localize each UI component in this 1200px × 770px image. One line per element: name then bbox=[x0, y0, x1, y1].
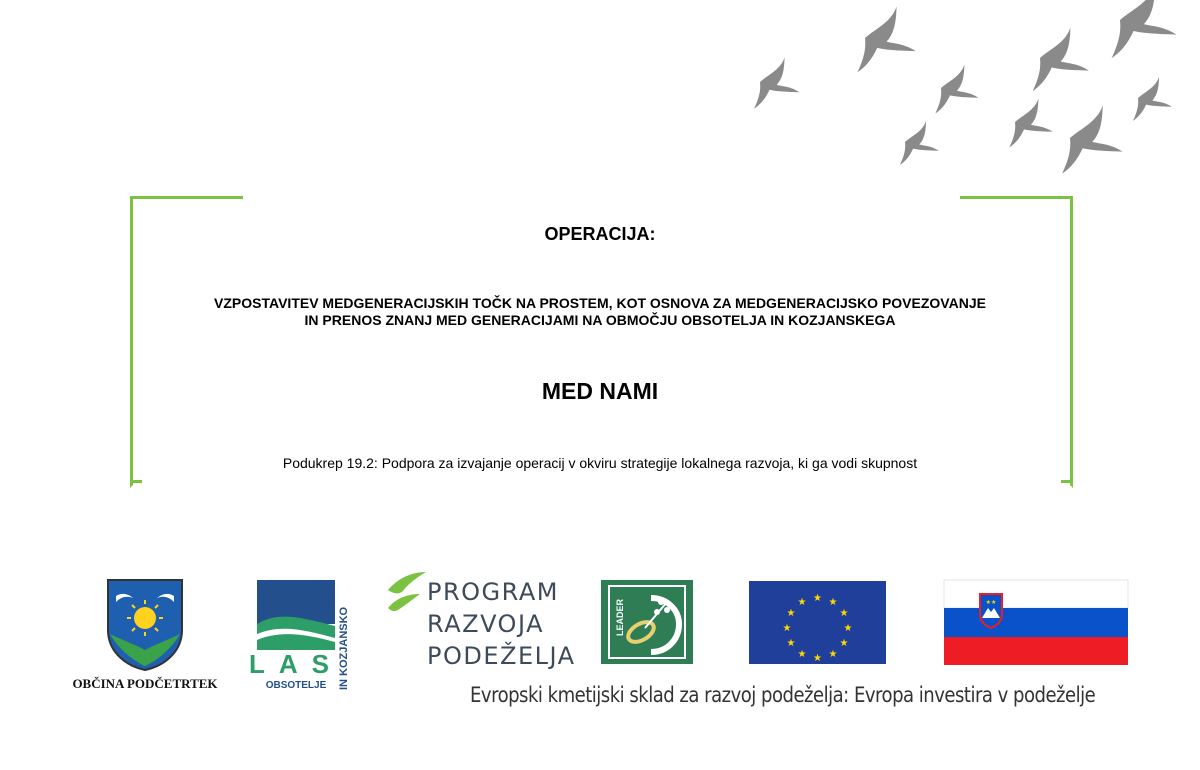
las-vertical-label bbox=[334, 580, 354, 690]
operation-description bbox=[0, 295, 1200, 329]
leader-logo bbox=[601, 580, 693, 664]
las-letters: LAS bbox=[249, 649, 343, 679]
svg-text:★: ★ bbox=[828, 649, 838, 660]
eu-flag bbox=[749, 581, 886, 664]
svg-text:★: ★ bbox=[786, 638, 796, 649]
swallow-icon bbox=[1093, 0, 1176, 58]
swallow-icon bbox=[889, 120, 939, 165]
program-line-1: PROGRAM bbox=[427, 578, 559, 606]
operation-description-line-2: IN PRENOS ZNANJ MED GENERACIJAMI NA OBMOČJU OBSOTELJA IN KOZJANSKEGA bbox=[304, 312, 896, 328]
swallow-icon bbox=[923, 64, 979, 114]
operation-description-line-1: VZPOSTAVITEV MEDGENERACIJSKIH TOČK NA PROSTEM, KOT OSNOVA ZA MEDGENERACIJSKO POVEZOVANJE bbox=[214, 295, 986, 311]
svg-text:★: ★ bbox=[843, 623, 853, 634]
svg-text:★: ★ bbox=[813, 653, 822, 664]
swallow-icon bbox=[1017, 27, 1089, 91]
las-vertical-text: IN KOZJANSKO bbox=[338, 606, 350, 690]
svg-text:★: ★ bbox=[839, 608, 849, 619]
program-line-2: RAZVOJA bbox=[427, 610, 545, 638]
frame-right-bracket-foot bbox=[1061, 480, 1073, 483]
slovenian-coat-of-arms-icon bbox=[980, 594, 1002, 628]
podcetrtek-coat-of-arms bbox=[106, 578, 184, 672]
svg-text:★: ★ bbox=[797, 597, 807, 608]
svg-text:★: ★ bbox=[813, 593, 822, 604]
svg-text:★: ★ bbox=[797, 649, 807, 660]
swallows-flock bbox=[0, 0, 1200, 180]
program-swallows-icon bbox=[384, 568, 430, 614]
swallow-icon bbox=[997, 98, 1053, 148]
slovenia-flag bbox=[944, 580, 1128, 665]
las-obsotelje: OBSOTELJE bbox=[265, 680, 327, 691]
svg-text:★: ★ bbox=[782, 623, 792, 634]
svg-text:★★: ★★ bbox=[985, 600, 997, 606]
municipality-name: OBČINA PODČETRTEK bbox=[72, 676, 218, 691]
swallow-icon bbox=[741, 57, 799, 109]
program-line-3: PODEŽELJA bbox=[427, 642, 576, 670]
swallow-icon bbox=[1122, 76, 1172, 121]
operation-name: MED NAMI bbox=[541, 378, 659, 404]
swallow-icon bbox=[1045, 104, 1123, 173]
frame-left-bracket-foot bbox=[130, 480, 142, 483]
svg-text:★: ★ bbox=[828, 597, 838, 608]
leader-label: LEADER bbox=[615, 598, 625, 636]
las-logo bbox=[249, 580, 343, 692]
swallow-icon bbox=[841, 5, 916, 72]
eafrd-caption: Evropski kmetijski sklad za razvoj podeželja: Evropa investira v podeželje bbox=[470, 683, 1096, 707]
svg-text:★: ★ bbox=[839, 638, 849, 649]
operation-subtitle: Podukrep 19.2: Podpora za izvajanje operacij v okviru strategije lokalnega razvoja, ki ga vodi skupnost bbox=[282, 455, 918, 471]
operation-heading: OPERACIJA: bbox=[544, 224, 656, 244]
svg-text:★: ★ bbox=[786, 608, 796, 619]
